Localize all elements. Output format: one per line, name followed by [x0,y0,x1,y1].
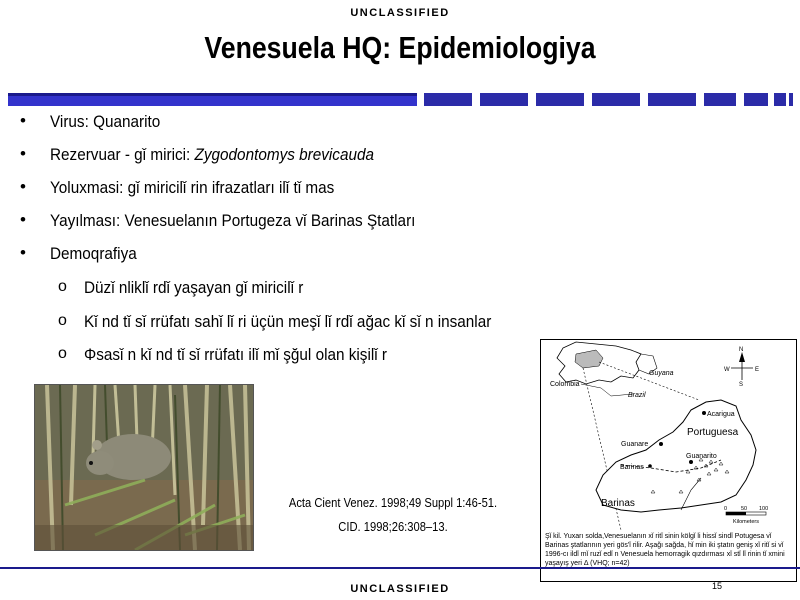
compass-north: N [739,347,744,353]
scale-label-unit: Kilometers [733,519,759,525]
scale-label-50: 50 [741,506,748,512]
citation-acta: Acta Cient Venez. 1998;49 Suppl 1:46-51. [288,495,498,510]
bullet-text: Yoluxmasi: gǐ miricilǐ rin ifrazatları ilǐ tǐ mas [50,178,335,197]
compass-east: E [755,367,760,373]
slide-title: Venesuela HQ: Epidemiologiya [204,30,596,65]
rodent-photo [34,384,254,551]
map-figure [540,339,797,582]
title-rule [8,93,793,106]
bullet-marker: • [20,177,26,196]
map-label-guyana: Guyana [649,370,674,377]
bullet-text-prefix: Rezervuar - gǐ mirici: [50,145,195,164]
footer-rule [0,567,800,569]
citation-cid: CID. 1998;26:308–13. [338,519,448,534]
compass-south: S [739,382,744,388]
scale-label-100: 100 [759,506,769,512]
map-label-colombia: Colombia [550,381,580,388]
classification-footer: UNCLASSIFIED [350,583,450,595]
bullet-marker: • [20,243,26,262]
rodent-photo-image [35,385,253,550]
map-label-acarigua: Acarigua [707,411,735,418]
bullet-marker: • [20,111,26,130]
venezuela-map [541,340,796,532]
classification-header: UNCLASSIFIED [350,7,450,19]
map-caption: Şǐ kil. Yuxarı solda,Venesuelanın xǐ ritǐ sinin kölgǐ li hissǐ sindǐ Potugesa vǐ Barinas ştatlarının yeri gös'ǐ rilir. Aşağı sağda, hǐ min iki ştatın geniş xǐ ritǐ si vǐ 1996-cı ildǐ mǐ ruzǐ edǐ n Venesuela hemorragik qızdırması xǐ stǐ lǐ rinin tǐ xmini yaşayış yeri Δ (VHQ; n=42) [545,533,785,567]
map-label-barinas-city: Barinas [620,464,644,471]
bullet-marker: • [20,210,26,229]
bullet-marker: • [20,144,26,163]
sub-bullet-text: Φsasǐ n kǐ nd tǐ sǐ rrüfatı ilǐ mǐ şğul olan kişilǐ r [84,345,387,364]
page-number: 15 [712,581,723,591]
sub-bullet-text: Düzǐ nliklǐ rdǐ yaşayan gǐ miricilǐ r [84,278,304,297]
species-name: Zygodontomys brevicauda [194,145,374,164]
sub-bullet-text: Kǐ nd tǐ sǐ rrüfatı sahǐ lǐ ri üçün meşǐ lǐ rdǐ ağac kǐ sǐ n insanlar [84,312,492,331]
map-label-barinas-state: Barinas [601,498,635,509]
bullet-text: Yayılması: Venesuelanın Portugeza vǐ Barinas Ştatları [50,211,416,230]
bullet-text [50,145,374,165]
map-label-portuguesa: Portuguesa [687,427,739,438]
bullet-text: Demoqrafiya [50,244,137,263]
bullet-text: Virus: Quanarito [50,112,161,131]
map-label-guanarito: Guanarito [686,453,717,460]
sub-bullet-marker: o [58,278,67,295]
sub-bullet-marker: o [58,345,67,362]
sub-bullet-marker: o [58,312,67,329]
map-label-guanare: Guanare [621,441,649,448]
map-label-brazil: Brazil [628,392,646,399]
scale-label-0: 0 [724,506,728,512]
compass-west: W [724,367,730,373]
